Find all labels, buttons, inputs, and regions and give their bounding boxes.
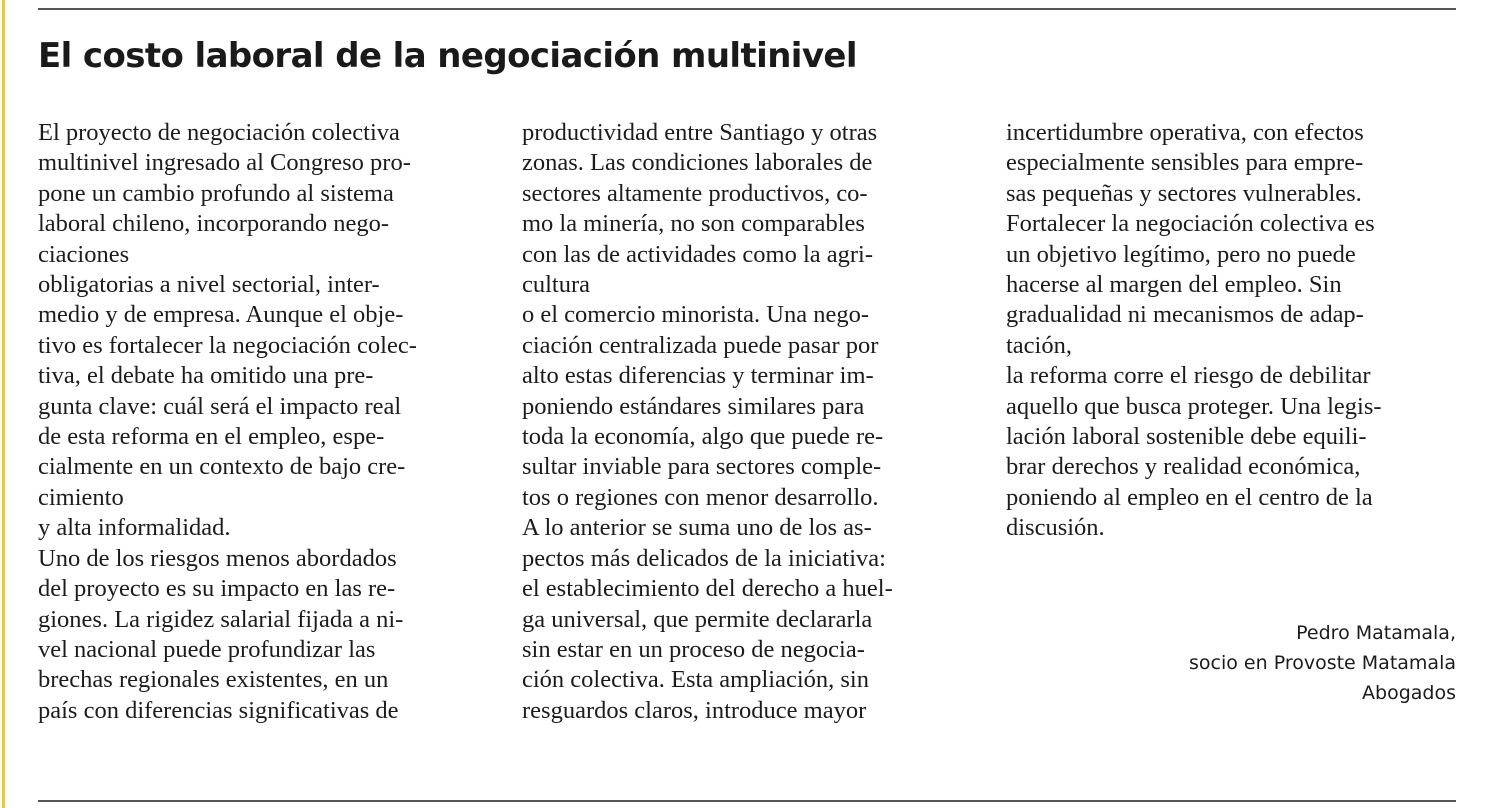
text-line: giones. La rigidez salarial fijada a ni- [38,605,404,633]
text-line: zonas. Las condiciones laborales de [522,149,873,177]
article-column-3 [1006,118,1476,544]
text-line: un objetivo legítimo, pero no puede [1006,240,1356,268]
text-line: gradualidad ni mecanismos de adap- [1006,301,1364,329]
text-line: pone un cambio profundo al sistema [38,179,394,207]
text-line: gunta clave: cuál será el impacto real [38,392,402,420]
text-line: tación, [1006,331,1072,359]
author-role: socio en Provoste Matamala [1189,652,1456,674]
text-line: El proyecto de negociación colectiva [38,119,400,146]
text-line: multinivel ingresado al Congreso pro- [38,149,411,177]
page-edge-stripe [2,0,5,808]
top-rule [38,8,1456,10]
text-line: sas pequeñas y sectores vulnerables. [1006,179,1362,207]
text-line: o el comercio minorista. Una nego- [522,301,869,329]
text-line: y alta informalidad. [38,514,231,542]
text-line: Uno de los riesgos menos abordados [38,544,397,572]
text-line: ciaciones [38,240,130,268]
text-line: hacerse al margen del empleo. Sin [1006,271,1342,299]
text-line: especialmente sensibles para empre- [1006,149,1364,177]
text-line: ción colectiva. Esta ampliación, sin [522,666,869,694]
text-line: con las de actividades como la agri- [522,240,874,268]
text-line: país con diferencias significativas de [38,696,399,724]
text-line: discusión. [1006,514,1105,542]
text-line: sectores altamente productivos, co- [522,179,868,207]
text-line: tivo es fortalecer la negociación colec- [38,331,417,359]
text-line: resguardos claros, introduce mayor [522,696,867,724]
text-line: el establecimiento del derecho a huel- [522,575,893,603]
text-line: A lo anterior se suma uno de los as- [522,514,872,542]
text-line: cimiento [38,483,124,511]
author-firm: Abogados [1362,682,1456,704]
text-line: poniendo al empleo en el centro de la [1006,483,1373,511]
article-column-2 [522,118,992,726]
text-line: mo la minería, no son comparables [522,210,865,238]
text-line: ga universal, que permite declararla [522,605,873,633]
text-line: laboral chileno, incorporando nego- [38,210,390,238]
text-line: brar derechos y realidad económica, [1006,453,1361,481]
text-line: tiva, el debate ha omitido una pre- [38,362,374,390]
text-line: la reforma corre el riesgo de debilitar [1006,362,1371,390]
text-line: sultar inviable para sectores comple- [522,453,882,481]
text-line: ciación centralizada puede pasar por [522,331,879,359]
text-line: tos o regiones con menor desarrollo. [522,483,879,511]
text-line: pectos más delicados de la iniciativa: [522,544,886,572]
text-line: alto estas diferencias y terminar im- [522,362,874,390]
article-column-1 [38,118,508,726]
text-line: de esta reforma en el empleo, espe- [38,423,385,451]
author-signature [1189,618,1456,708]
text-line: lación laboral sostenible debe equili- [1006,423,1367,451]
text-line: brechas regionales existentes, en un [38,666,389,694]
bottom-rule [38,800,1456,802]
text-line: medio y de empresa. Aunque el obje- [38,301,404,329]
text-line: incertidumbre operativa, con efectos [1006,119,1364,146]
text-line: aquello que busca proteger. Una legis- [1006,392,1382,420]
text-line: poniendo estándares similares para [522,392,865,420]
text-line: productividad entre Santiago y otras [522,119,878,146]
text-line: obligatorias a nivel sectorial, inter- [38,271,380,299]
text-line: toda la economía, algo que puede re- [522,423,884,451]
text-line: cialmente en un contexto de bajo cre- [38,453,406,481]
text-line: del proyecto es su impacto en las re- [38,575,396,603]
text-line: Fortalecer la negociación colectiva es [1006,210,1375,238]
author-name: Pedro Matamala, [1296,622,1456,644]
text-line: sin estar en un proceso de negocia- [522,635,865,663]
text-line: vel nacional puede profundizar las [38,635,376,663]
text-line: cultura [522,271,591,299]
article-headline: El costo laboral de la negociación multinivel [38,36,857,76]
